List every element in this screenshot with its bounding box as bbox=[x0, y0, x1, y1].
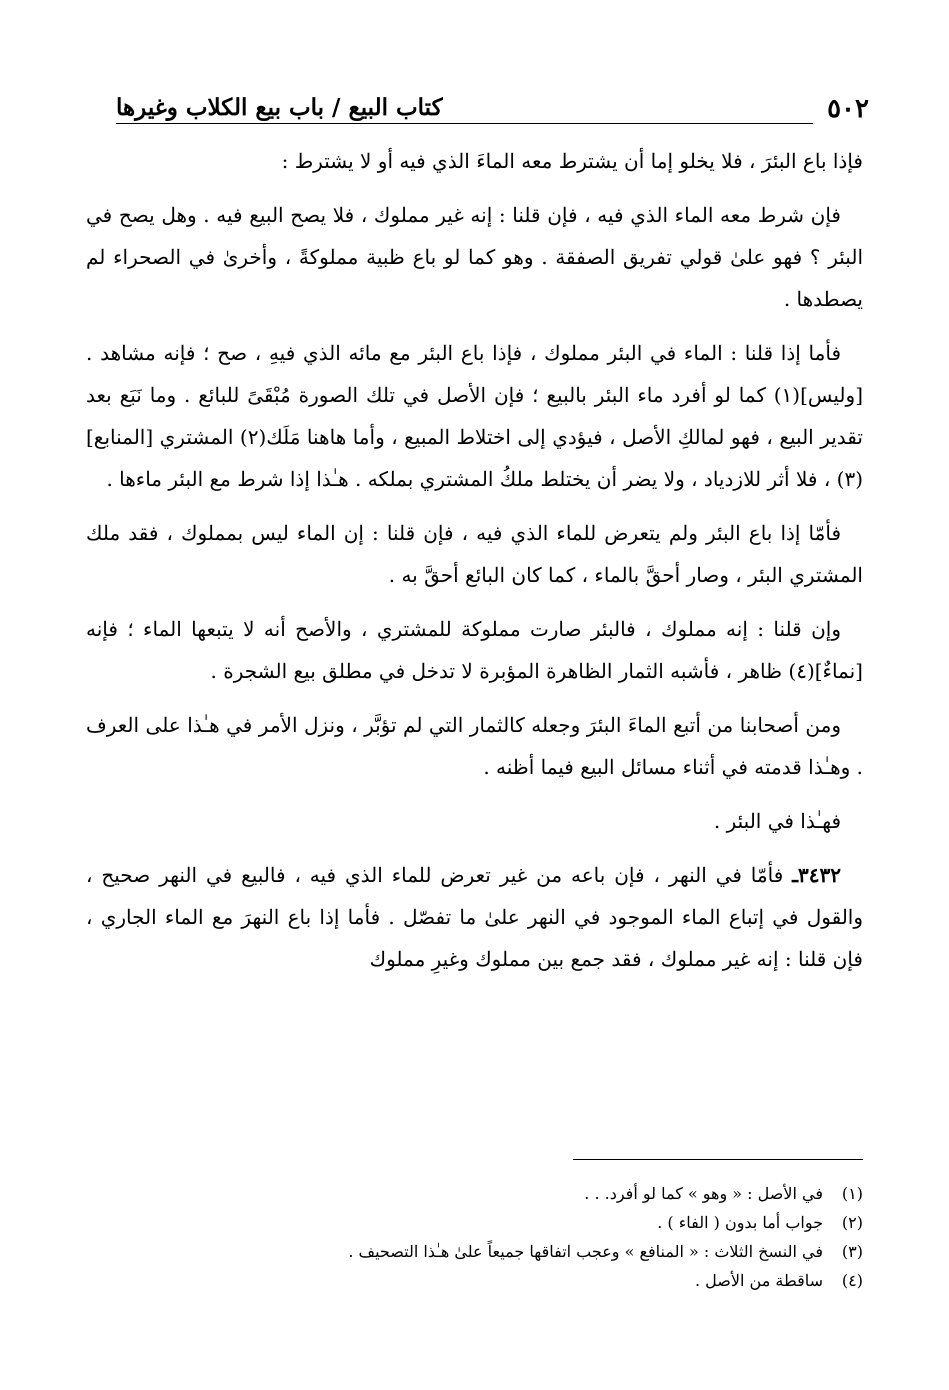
issue-text: فأمّا في النهر ، فإن باعه من غير تعرض للماء الذي فيه ، فالبيع في النهر صحيح ، والقول في إتباع الماء الموجود في النهر علىٰ ما تفصّل . فأما إذا باع النهرَ مع الماء الجاري ، فإن قلنا : إنه غير مملوك ، فقد جمع بين مملوك وغيرِ مملوك bbox=[86, 863, 863, 971]
paragraph: وإن قلنا : إنه مملوك ، فالبئر صارت مملوكة للمشتري ، والأصح أنه لا يتبعها الماء ؛ فإنه [نماءٌ](٤) ظاهر ، فأشبه الثمار الظاهرة المؤبرة لا تدخل في مطلق بيع الشجرة . bbox=[86, 617, 863, 683]
main-text bbox=[86, 140, 863, 992]
footnote-number: (١) bbox=[841, 1184, 863, 1203]
footnote-number: (٤) bbox=[841, 1271, 863, 1290]
footnote bbox=[86, 1266, 863, 1295]
footnotes bbox=[86, 1179, 863, 1295]
footnote-number: (٣) bbox=[841, 1242, 863, 1261]
footnote bbox=[86, 1208, 863, 1237]
numbered-paragraph bbox=[86, 854, 863, 980]
page-number: ٥٠٢ bbox=[827, 94, 869, 124]
paragraph: فأمّا إذا باع البئر ولم يتعرض للماء الذي فيه ، فإن قلنا : إن الماء ليس بمملوك ، فقد ملك المشتري البئر ، وصار أحقَّ بالماء ، كما كان البائع أحقَّ به . bbox=[86, 521, 863, 587]
paragraph: ومن أصحابنا من أتبع الماءَ البئرَ وجعله كالثمار التي لم تؤبَّر ، ونزل الأمر في هـٰذا على العرف . وهـٰذا قدمته في أثناء مسائل البيع فيما أظنه . bbox=[86, 713, 863, 779]
footnote-text: ساقطة من الأصل . bbox=[695, 1271, 823, 1290]
issue-number: ٣٤٣٢ـ bbox=[792, 863, 841, 887]
footnote-text: في الأصل : « وهو » كما لو أفرد. . . bbox=[584, 1184, 823, 1203]
running-header bbox=[88, 80, 869, 124]
paragraph: فهـٰذا في البئر . bbox=[713, 809, 841, 833]
running-title: كتاب البيع / باب بيع الكلاب وغيرها bbox=[116, 94, 813, 124]
footnote-text: جواب أما بدون ( الفاء ) . bbox=[657, 1213, 823, 1232]
footnote-separator bbox=[573, 1159, 863, 1160]
paragraph: فإن شرط معه الماء الذي فيه ، فإن قلنا : إنه غير مملوك ، فلا يصح البيع فيه . وهل يصح في البئر ؟ فهو علىٰ قولي تفريق الصفقة . وهو كما لو باع ظبية مملوكةً ، وأخرىٰ في الصحراء لم يصطدها . bbox=[86, 203, 863, 311]
footnote bbox=[86, 1237, 863, 1266]
footnote-number: (٢) bbox=[841, 1213, 863, 1232]
paragraph: فإذا باع البئرَ ، فلا يخلو إما أن يشترط معه الماءَ الذي فيه أو لا يشترط : bbox=[281, 149, 863, 173]
footnote-text: في النسخ الثلاث : « المنافع » وعجب اتفاقها جميعاً علىٰ هـٰذا التصحيف . bbox=[348, 1242, 823, 1261]
paragraph: فأما إذا قلنا : الماء في البئر مملوك ، فإذا باع البئر مع مائه الذي فيهِ ، صح ؛ فإنه مشاهد . [وليس](١) كما لو أفرد ماء البئر بالبيع ؛ فإن الأصل في تلك الصورة مُبْقَىً للبائع . وما نَبَع بعد تقدير البيع ، فهو لمالكِ الأصل ، فيؤدي إلى اختلاط المبيع ، وأما هاهنا مَلَك(٢) المشتري [المنابع](٣) ، فلا أثر للازدياد ، ولا يضر أن يختلط ملكُ المشتري بملكه . هـٰذا إذا شرط مع البئر ماءها . bbox=[86, 341, 863, 491]
footnote bbox=[86, 1179, 863, 1208]
